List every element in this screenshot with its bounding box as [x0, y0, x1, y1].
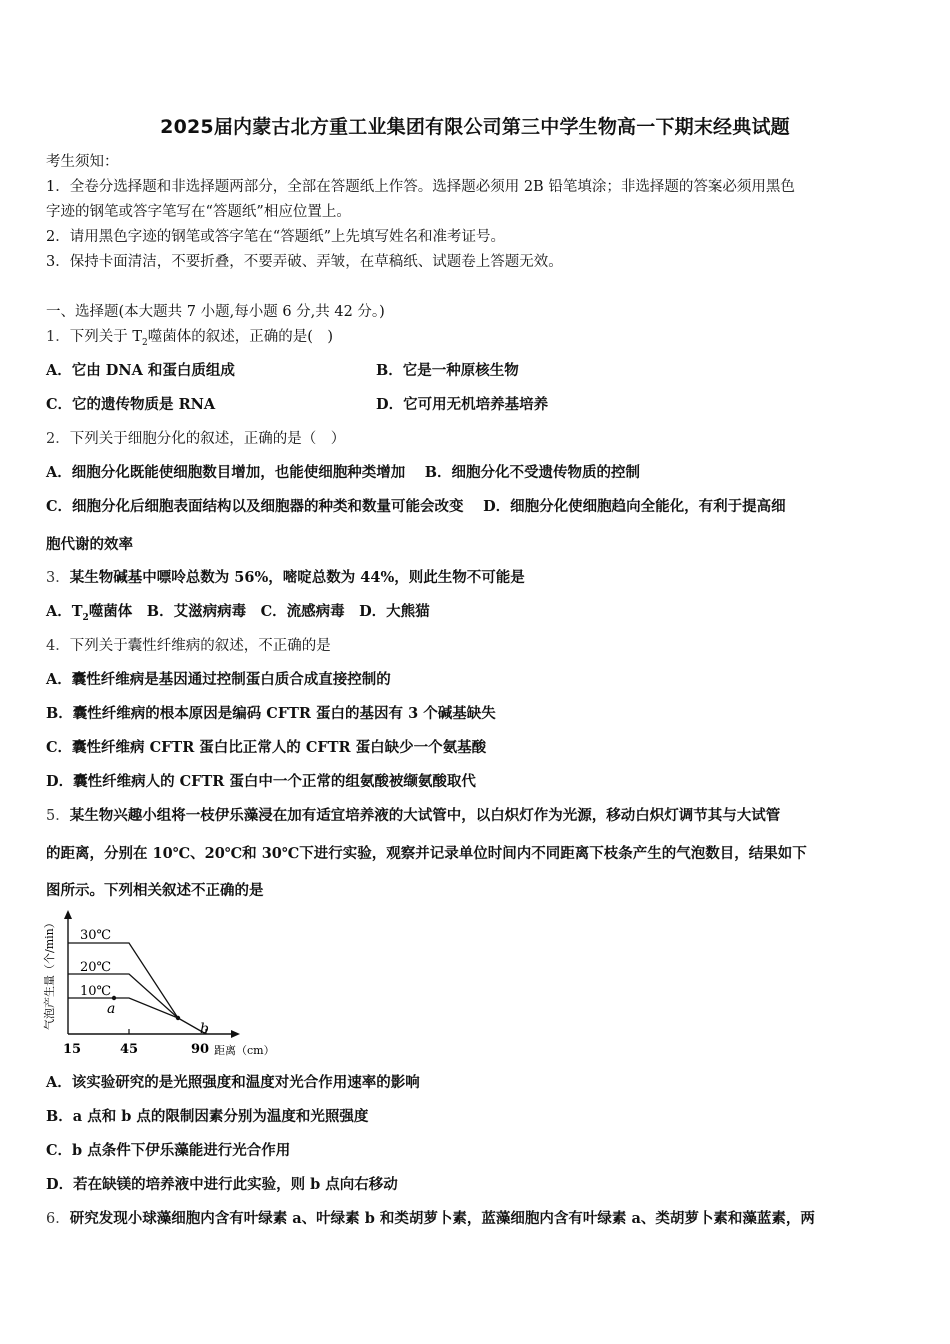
question-5-stem-text-1: 某生物兴趣小组将一枝伊乐藻浸在加有适宜培养液的大试管中，以白炽灯作为光源，移动白炽灯调节其与大试管 — [69, 807, 781, 824]
question-6-stem — [46, 1209, 815, 1229]
question-1-option-c: C．它的遗传物质是 RNA — [46, 396, 216, 413]
question-4-option-a: A．囊性纤维病是基因通过控制蛋白质合成直接控制的 — [46, 671, 391, 688]
x-axis-arrow — [231, 1030, 240, 1038]
section-heading: 一、选择题(本大题共 7 小题,每小题 6 分,共 42 分。) — [46, 304, 385, 320]
question-4-stem — [46, 636, 331, 656]
question-2-stem-text: 下列关于细胞分化的叙述，正确的是（ ） — [69, 431, 346, 447]
question-1-stem-b: 噬菌体的叙述，正确的是( ) — [147, 329, 334, 345]
question-3-option-a-prefix: A．T — [46, 603, 83, 620]
notice-heading: 考生须知： — [46, 154, 119, 170]
point-b — [176, 1016, 180, 1020]
series-label-20c: 20℃ — [80, 960, 112, 975]
x-axis-label: 距离（cm） — [214, 1044, 275, 1057]
series-line-30c — [68, 943, 178, 1018]
question-5-option-b: B．a 点和 b 点的限制因素分别为温度和光照强度 — [46, 1108, 369, 1125]
question-4-stem-text: 下列关于囊性纤维病的叙述，不正确的是 — [69, 638, 331, 654]
notice-item-3: 3．保持卡面清洁，不要折叠，不要弄破、弄皱，在草稿纸、试题卷上答题无效。 — [46, 254, 563, 270]
question-2-options-cd: C．细胞分化后细胞表面结构以及细胞器的种类和数量可能会改变 D．细胞分化使细胞趋向全能化，有利于提高细 — [46, 498, 786, 515]
notice-item-1b: 字迹的钢笔或答字笔写在“答题纸”相应位置上。 — [46, 204, 351, 220]
x-tick-label-90: 90 — [191, 1042, 210, 1057]
question-3-stem — [46, 568, 525, 588]
question-2-options-ab: A．细胞分化既能使细胞数目增加，也能使细胞种类增加 B．细胞分化不受遗传物质的控制 — [46, 464, 641, 481]
question-5-stem-1 — [46, 806, 780, 826]
question-6-number: 6． — [46, 1211, 70, 1227]
question-5-stem-2: 的距离，分别在 10℃、20℃和 30℃下进行实验，观察并记录单位时间内不同距离下枝条产生的气泡数目，结果如下 — [46, 845, 807, 862]
question-3-options — [46, 602, 430, 628]
series-label-10c: 10℃ — [80, 984, 112, 999]
series-line-10c — [68, 998, 178, 1018]
question-1-stem — [46, 327, 333, 353]
annotation-a: a — [107, 1001, 116, 1017]
question-1-number: 1． — [46, 329, 70, 345]
question-1-option-a: A．它由 DNA 和蛋白质组成 — [46, 362, 235, 379]
question-4-option-d: D．囊性纤维病人的 CFTR 蛋白中一个正常的组氨酸被缬氨酸取代 — [46, 773, 476, 790]
question-3-options-rest: 噬菌体 B．艾滋病病毒 C．流感病毒 D．大熊猫 — [88, 603, 430, 620]
question-2-number: 2． — [46, 431, 70, 447]
question-1-stem-a: 下列关于 T — [69, 329, 143, 345]
notice-item-2: 2．请用黑色字迹的钢笔或答字笔在“答题纸”上先填写姓名和准考证号。 — [46, 229, 506, 245]
question-1-option-d: D．它可用无机培养基培养 — [376, 396, 549, 413]
question-2-options-cd-continued: 胞代谢的效率 — [46, 536, 133, 553]
question-5-option-a: A．该实验研究的是光照强度和温度对光合作用速率的影响 — [46, 1074, 420, 1091]
question-5-option-c: C．b 点条件下伊乐藻能进行光合作用 — [46, 1142, 291, 1159]
annotation-b: b — [200, 1021, 209, 1037]
question-5-stem-3: 图所示。下列相关叙述不正确的是 — [46, 882, 264, 899]
question-3-stem-text: 某生物碱基中嘌呤总数为 56%，嘧啶总数为 44%，则此生物不可能是 — [69, 569, 525, 586]
x-tick-label-45: 45 — [120, 1042, 139, 1057]
bubble-rate-chart — [40, 908, 290, 1060]
question-6-stem-text: 研究发现小球藻细胞内含有叶绿素 a、叶绿素 b 和类胡萝卜素，蓝藻细胞内含有叶绿素 a、类胡萝卜素和藻蓝素，两 — [69, 1210, 815, 1227]
question-2-stem — [46, 429, 345, 449]
question-4-option-b: B．囊性纤维病的根本原因是编码 CFTR 蛋白的基因有 3 个碱基缺失 — [46, 705, 496, 722]
question-5-number: 5． — [46, 808, 70, 824]
question-1-option-b: B．它是一种原核生物 — [376, 362, 519, 379]
y-axis-arrow — [64, 910, 72, 919]
notice-item-1a: 1．全卷分选择题和非选择题两部分，全部在答题纸上作答。选择题必须用 2B 铅笔填涂；非选择题的答案必须用黑色 — [46, 179, 795, 195]
point-a — [112, 996, 116, 1000]
question-5-option-d: D．若在缺镁的培养液中进行此实验，则 b 点向右移动 — [46, 1176, 398, 1193]
question-3-number: 3． — [46, 570, 70, 586]
series-label-30c: 30℃ — [80, 928, 112, 943]
question-1-stem-sub: 2 — [142, 337, 148, 348]
page-title: 2025届内蒙古北方重工业集团有限公司第三中学生物高一下期末经典试题 — [160, 116, 790, 138]
y-axis-label: 气泡产生量（个/min） — [43, 917, 56, 1030]
question-3-option-sub: 2 — [82, 612, 89, 623]
x-tick-label-15: 15 — [63, 1042, 82, 1057]
question-4-option-c: C．囊性纤维病 CFTR 蛋白比正常人的 CFTR 蛋白缺少一个氨基酸 — [46, 739, 487, 756]
question-4-number: 4． — [46, 638, 70, 654]
